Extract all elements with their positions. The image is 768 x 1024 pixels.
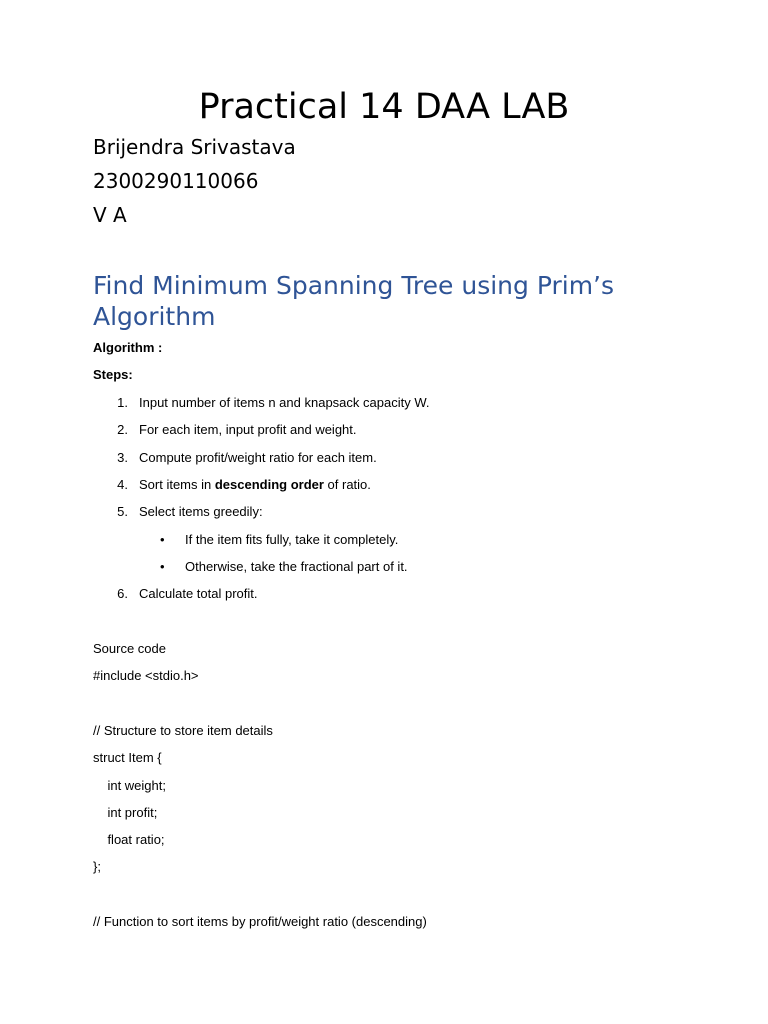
step-number: 4.: [117, 477, 128, 492]
step-number: 3.: [117, 450, 128, 465]
bullet-icon: •: [160, 532, 165, 547]
step-number: 5.: [117, 504, 128, 519]
step-text: [139, 476, 371, 494]
step-text-post: of ratio.: [323, 477, 371, 492]
author-name: Brijendra Srivastava: [93, 135, 296, 159]
step-number: 6.: [117, 586, 128, 601]
source-code-label: Source code: [93, 641, 166, 656]
code-line: int profit;: [93, 805, 158, 820]
step-text: Select items greedily:: [139, 504, 263, 519]
step-number: 2.: [117, 422, 128, 437]
code-line: // Structure to store item details: [93, 723, 273, 738]
step-text: For each item, input profit and weight.: [139, 422, 357, 437]
bullet-icon: •: [160, 559, 165, 574]
roll-number: 2300290110066: [93, 169, 259, 193]
algorithm-label: Algorithm :: [93, 340, 163, 355]
sub-step-text: Otherwise, take the fractional part of it.: [185, 559, 408, 574]
step-text: Calculate total profit.: [139, 586, 258, 601]
section-label: V A: [93, 203, 127, 227]
step-number: 1.: [117, 395, 128, 410]
code-line: int weight;: [93, 778, 166, 793]
document-title: Practical 14 DAA LAB: [198, 87, 570, 127]
code-line: // Function to sort items by profit/weight ratio (descending): [93, 914, 427, 929]
section-heading: Find Minimum Spanning Tree using Prim’s Algorithm: [93, 271, 615, 331]
step-text: Compute profit/weight ratio for each item.: [139, 450, 377, 465]
step-text-pre: Sort items in: [139, 477, 215, 492]
step-text-bold: descending order: [214, 477, 324, 492]
code-line: #include <stdio.h>: [93, 668, 199, 683]
steps-label: Steps:: [93, 367, 133, 382]
step-text: Input number of items n and knapsack capacity W.: [139, 395, 430, 410]
code-line: struct Item {: [93, 750, 162, 765]
sub-step-text: If the item fits fully, take it completely.: [185, 532, 399, 547]
code-line: };: [93, 859, 101, 874]
code-line: float ratio;: [93, 832, 165, 847]
